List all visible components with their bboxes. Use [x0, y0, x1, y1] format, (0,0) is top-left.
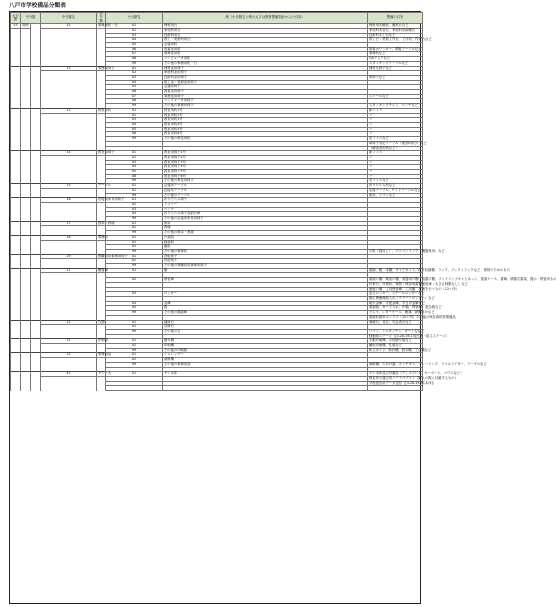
mid-name-cell: 事務用品 — [98, 352, 112, 357]
sub-name-cell: 会議用椅子 — [163, 85, 368, 90]
sub-code-cell: 08 — [106, 57, 163, 62]
example-cell: 〃 — [368, 170, 423, 175]
sub-code-cell: 03 — [106, 245, 163, 250]
example-cell: ワゴン、ミニキッチン、カート台など — [369, 328, 425, 333]
table-body — [11, 23, 556, 391]
sub-code-cell: 02 — [106, 188, 163, 193]
sub-name-cell: 教室用机6号 — [163, 132, 368, 137]
sub-code-cell: 03 — [106, 160, 163, 165]
sub-code-cell: 02 — [106, 344, 163, 349]
example-cell: 〃 — [368, 118, 423, 123]
sub-name-cell: 図書室用椅子 — [163, 90, 368, 95]
sub-name-cell: 技術科室用椅子 — [163, 75, 368, 80]
mid-code-cell: 32 — [41, 353, 97, 358]
sub-code-cell: 02 — [106, 259, 163, 264]
sub-code-cell: 01 — [106, 108, 163, 113]
sub-name-cell: その他の棚書庫 — [163, 311, 368, 316]
sub-code-cell: 03 — [106, 207, 163, 212]
example-cell: OAデスクなど — [368, 57, 423, 62]
example-cell: 裁断機、穴あけ器、ホッチキス、ナンバリング、ラベルライター、ワープロなど — [369, 361, 487, 366]
mid-name-cell: 教卓・教壇 — [98, 220, 115, 225]
example-cell: 新ＪＩＳ — [368, 151, 423, 156]
example-cell: 技術科木工台など — [368, 33, 423, 38]
example-cell: 図書カウンター、閲覧テーブルなど — [369, 46, 422, 51]
example-cell: 図工台・美術工作台、工作机、作業台など — [369, 37, 432, 42]
sub-code-cell: 01 — [106, 151, 163, 156]
mid-code-cell: 11 — [41, 24, 97, 29]
example-cell: 旧ＪＩＳなど — [368, 179, 423, 184]
example-cell: 作業台、作業机、保管・保存用書類保管庫（大きさ制限なし）など — [369, 281, 468, 286]
sub-name-cell: コンピュータ用机 — [163, 57, 368, 62]
mid-code-cell: 14 — [41, 151, 97, 156]
example-cell: 〃 — [368, 174, 423, 179]
sub-name-cell: 家庭科室用椅子 — [163, 71, 368, 76]
sub-name-cell: 理科用台 — [163, 24, 368, 29]
example-cell: 書類収納用ボックス（12ヶ所）その他の保存資料管理備品 — [369, 314, 456, 319]
sub-code-cell: 99 — [106, 264, 163, 269]
example-cell: 応接テーブル、サイドテーブルなど — [369, 187, 421, 192]
example-cell: 家庭科実習台、家庭科用調理台 — [368, 28, 423, 33]
spacer-cell — [31, 386, 41, 391]
example-cell: 新ＪＩＳ — [368, 108, 423, 113]
example-cell — [368, 386, 423, 391]
sub-code-cell: 03 — [106, 118, 163, 123]
sub-name-cell — [163, 386, 368, 391]
example-cell: 事務机など — [368, 52, 423, 57]
sub-code-cell: 02 — [106, 325, 163, 330]
sub-name-cell: 折りたたみ椅子 — [163, 198, 368, 203]
sub-name-cell: 脇机 — [163, 245, 368, 250]
sub-name-cell: その他の事務用机・台 — [163, 61, 368, 66]
sub-code-cell: 01 — [106, 268, 163, 273]
mid-name-cell: テーブル — [98, 183, 111, 188]
mid-code-cell: 15 — [41, 184, 97, 189]
major-code-cell — [11, 386, 21, 391]
example-cell: 〃 — [368, 113, 423, 118]
sub-name-cell: その他の応接用家具用椅子 — [163, 217, 368, 222]
sub-code-cell: 02 — [106, 358, 163, 363]
sub-code-cell: 99 — [106, 249, 163, 254]
mid-code-cell — [41, 386, 97, 391]
sub-name-cell: 事務室用椅子 — [163, 94, 368, 99]
sub-name-cell: 教室用椅子2号 — [163, 155, 368, 160]
example-cell: 〃 — [368, 155, 423, 160]
sub-name-cell: 家庭科用台 — [163, 28, 368, 33]
sub-name-cell: 教室用椅子6号 — [163, 174, 368, 179]
mid-code-cell: 21 — [41, 268, 97, 273]
sub-code-cell: 01 — [106, 66, 163, 71]
example-cell: 折りたたみ机など — [368, 184, 423, 189]
sub-name-cell: 会議用テーブル — [163, 184, 368, 189]
sub-code-cell: 06 — [106, 47, 163, 52]
mid-code-cell: 41 — [41, 372, 97, 377]
table-header-row — [11, 13, 423, 24]
sub-code-cell: 99 — [106, 362, 163, 367]
sub-code-cell: 99 — [106, 104, 163, 109]
sub-name-cell: 教卓 — [163, 221, 368, 226]
sub-code-cell: 07 — [106, 94, 163, 99]
mid-name-cell: 印刷類 — [98, 338, 108, 343]
sub-name-cell: 事務室用机 — [163, 52, 368, 57]
example-cell: 旧ＪＩＳなど — [368, 137, 423, 142]
sub-code-cell: 01 — [106, 353, 163, 358]
sub-code-cell: 02 — [106, 71, 163, 76]
sub-name-cell: 会議用机 — [163, 43, 368, 48]
header-target: 整備の目安 — [368, 13, 423, 24]
sub-name-cell: 箱 — [163, 306, 368, 311]
header-examples: 例（小分類名と例の太字は教材整備指針からの引用） — [163, 13, 368, 24]
sub-name-cell: 片袖机 — [163, 235, 368, 240]
sub-name-cell: 印刷機 — [163, 344, 368, 349]
sub-code-cell: 02 — [106, 28, 163, 33]
sub-name-cell: 教室用机3号 — [163, 118, 368, 123]
sub-code-cell: 99 — [106, 217, 163, 222]
sub-code-cell: 05 — [106, 127, 163, 132]
mid-code-cell: 19 — [41, 254, 97, 259]
sub-name-cell: その他の事務机 — [163, 249, 368, 254]
example-cell: 手動印刷機、学校謄写版など — [368, 339, 423, 344]
mid-code-cell: 17 — [41, 221, 97, 226]
example-cell: 〃 — [368, 160, 423, 165]
mid-name-cell: ＰＣ一式 — [98, 371, 112, 376]
mid-code-cell: 18 — [41, 235, 97, 240]
example-cell: たんす、レターケース、帳簿、新聞掛けなど — [369, 310, 435, 315]
example-cell: 演壇台、花台、司会者台など — [368, 320, 423, 325]
sub-code-cell: 01 — [106, 339, 163, 344]
sub-name-cell: ソファー — [163, 202, 368, 207]
sub-code-cell: 04 — [106, 301, 163, 306]
sub-code-cell: 99 — [106, 348, 163, 353]
sub-name-cell: 裁断機 — [163, 358, 368, 363]
sub-code-cell: 04 — [106, 80, 163, 85]
example-cell: （障害者用机など） — [368, 146, 423, 151]
sub-code-cell: 02 — [106, 240, 163, 245]
header-sub-code: 小分類 — [97, 13, 106, 24]
sub-name-cell: その他の教室用机 — [163, 137, 368, 142]
sub-name-cell: その他の教卓・教壇 — [163, 231, 368, 236]
sub-code-cell: 05 — [106, 306, 163, 311]
sub-name-cell: その他のテーブル — [163, 193, 368, 198]
mid-name-cell: 教職員用事務用椅子 — [98, 253, 128, 258]
mid-code-cell: 31 — [41, 339, 97, 344]
sub-name-cell: 理科室用椅子 — [163, 66, 368, 71]
sub-name-cell: その他の印刷類 — [163, 348, 368, 353]
sub-code-cell: 05 — [106, 85, 163, 90]
sub-name-cell: 図書室用机 — [163, 47, 368, 52]
sub-code-cell: 06 — [106, 174, 163, 179]
major-code-cell: 53 — [11, 24, 21, 29]
sub-code-cell: 04 — [106, 165, 163, 170]
sub-code-cell: 99 — [106, 311, 163, 316]
mid-code-cell: 22 — [41, 320, 97, 325]
document-title: 八戸市学校備品分類表 — [9, 3, 66, 9]
sub-code-cell: 08 — [106, 99, 163, 104]
sub-code-cell: 04 — [106, 38, 163, 43]
example-cell: 学校提出用データ送信（[3-20-19-PC本体]） — [369, 380, 437, 385]
sub-code-cell: 02 — [106, 278, 163, 283]
sub-name-cell: 両袖机 — [163, 240, 368, 245]
example-cell: 〃 — [368, 132, 423, 137]
sub-name-cell: その他の教室用椅子 — [163, 179, 368, 184]
example-cell: ＰＣ本体及び付属品（ディスプレイ、キーボード、マウスなど） — [369, 371, 464, 376]
sub-code-cell: 99 — [106, 231, 163, 236]
example-cell: スツールなど — [368, 94, 423, 99]
sub-code-cell: 03 — [106, 33, 163, 38]
sub-code-cell: 01 — [106, 235, 163, 240]
sub-name-cell: 教室用椅子4号 — [163, 165, 368, 170]
sub-code-cell: 99 — [106, 329, 163, 334]
sub-name-cell: 教室用机2号 — [163, 113, 368, 118]
major-name-cell: 管理 — [22, 23, 29, 28]
example-cell: 〃 — [368, 165, 423, 170]
header-mid-code: 中分類 — [21, 13, 41, 24]
sub-name-cell: ＰＣ本体 — [163, 372, 368, 377]
sub-name-cell: その他の教職員用事務用椅子 — [163, 264, 368, 269]
classification-table-frame — [9, 11, 556, 604]
sub-name-cell: 折りたたみ椅子収納台車 — [163, 212, 368, 217]
classification-table — [10, 12, 556, 391]
sub-name-cell: ロッカー — [163, 292, 368, 297]
mid-name-cell: 事務用椅子 — [98, 65, 115, 70]
sub-name-cell: 金庫 — [163, 301, 368, 306]
example-cell: 座卓、ワゴンなど — [368, 193, 423, 198]
mid-code-cell: 12 — [41, 66, 97, 71]
sub-code-cell: 01 — [106, 254, 163, 259]
example-cell: 輪転印刷機、孔版など — [368, 344, 423, 349]
sub-name-cell: 保管庫 — [163, 278, 368, 283]
example-cell: 更衣ロッカー、スチールロッカーなど — [369, 291, 425, 296]
sub-code-cell: 01 — [106, 320, 163, 325]
sub-code-cell: 99 — [106, 61, 163, 66]
sub-code-cell: 01 — [106, 372, 163, 377]
sub-name-cell: 図工・美術科用台 — [163, 38, 368, 43]
sub-code-cell — [106, 386, 163, 391]
example-cell: 衛生関係備品入れ（クリーンロッカー）など — [369, 295, 435, 300]
sub-name-cell: 教室用机5号 — [163, 127, 368, 132]
sub-name-cell: その他の事務用椅子 — [163, 104, 368, 109]
sub-code-cell: 05 — [106, 43, 163, 48]
example-cell: 移動組ステージ（[3-20-19-15]台類・組立ステージ） — [369, 333, 449, 338]
example-cell: 書類戸棚、薬品戸棚、楽器用戸棚、食器戸棚、ファイリングキャビネット、図面ケース、書庫、移動式書架、掲示・保管用もの — [369, 277, 556, 282]
example-cell: 和文タイプ、紙折機、製本機、丁合機など — [369, 347, 432, 352]
sub-name-cell: 教室用椅子3号 — [163, 160, 368, 165]
sub-code-cell: 99 — [106, 137, 163, 142]
sub-name-cell: シュレッダー — [163, 353, 368, 358]
example-cell: 薬液戸棚、工具保管庫、工具棚 管理を行うもの（12ヶ所） — [369, 286, 459, 291]
sub-code-cell: 03 — [106, 292, 163, 297]
sub-code-cell: 02 — [106, 202, 163, 207]
sub-name-cell: 教室用机4号 — [163, 122, 368, 127]
mid-name-cell: 事務用机・台 — [98, 23, 118, 28]
example-cell: 書類箱、カード入れ、印箱、保管庫、救急箱など — [369, 305, 442, 310]
sub-name-cell: 棚 — [163, 268, 368, 273]
example-cell: 車椅子対応テーブル（施設K部分）など — [369, 140, 427, 145]
sub-code-cell: 01 — [106, 184, 163, 189]
mid-code-cell: 13 — [41, 108, 97, 113]
sub-name-cell: 肘掛椅子 — [163, 259, 368, 264]
sub-code-cell: 07 — [106, 52, 163, 57]
sub-code-cell: 03 — [106, 75, 163, 80]
example-cell: 角椅子など — [368, 75, 423, 80]
example-cell: 理科用実験机、観察台など — [368, 24, 423, 29]
sub-code-cell: 02 — [106, 226, 163, 231]
sub-name-cell: コンピュータ用椅子 — [163, 99, 368, 104]
sub-code-cell: 06 — [106, 132, 163, 137]
example-cell: 教室持ち運び用ノートパソコン（購入の際に付属するもの） — [369, 375, 458, 380]
mid-name-cell — [97, 386, 106, 391]
example-cell: 〃 — [368, 127, 423, 132]
sub-code-cell: 02 — [106, 155, 163, 160]
sub-code-cell: 04 — [106, 122, 163, 127]
sub-name-cell: 技術科用台 — [163, 33, 368, 38]
mid-name-cell: 事務机 — [98, 234, 108, 239]
mid-name-cell: 応接用家具用椅子 — [98, 197, 125, 202]
sub-code-cell: 01 — [106, 198, 163, 203]
mid-name-cell: 教室用机 — [98, 107, 112, 112]
sub-name-cell: 昇降台 — [163, 325, 368, 330]
sub-code-cell: 05 — [106, 170, 163, 175]
sub-name-cell: その他の事務用品 — [163, 362, 368, 367]
sub-name-cell: 教室用机1号 — [163, 108, 368, 113]
mid-code-cell: 16 — [41, 198, 97, 203]
major-name-cell — [21, 386, 31, 391]
sub-name-cell: 教室用椅子5号 — [163, 170, 368, 175]
example-cell: スタッキングテーブルなど — [368, 61, 423, 66]
header-mid-name: 中分類名 — [41, 13, 97, 24]
sub-name-cell: 回転椅子 — [163, 254, 368, 259]
mid-name-cell: 棚書庫 — [98, 267, 108, 272]
sub-name-cell: 応接用テーブル — [163, 188, 368, 193]
example-cell: 〃 — [368, 122, 423, 127]
mid-name-cell: 教室用椅子 — [98, 150, 115, 155]
sub-name-cell: その他の台 — [163, 329, 368, 334]
header-sub-name: 小分類名 — [106, 13, 163, 24]
example-cell: 書類、靴、本棚、キャビネット、机下収納棚、ラック、ブックトラックなど 保管のためのもの — [369, 267, 510, 272]
sub-code-cell: 06 — [106, 90, 163, 95]
sub-code-cell: 02 — [106, 113, 163, 118]
mid-name-cell: 台類 — [98, 319, 105, 324]
example-cell: 理科丸椅子など — [368, 66, 423, 71]
sub-code-cell: 01 — [106, 24, 163, 29]
example-cell: 平机（袖なし）、パソコンラック（機器専用）など — [369, 248, 445, 253]
sub-name-cell: 講演台 — [163, 320, 368, 325]
sub-name-cell: 教壇 — [163, 226, 368, 231]
sub-code-cell: 99 — [106, 193, 163, 198]
header-major-code: 大分類 — [11, 13, 21, 24]
sub-code-cell: 99 — [106, 179, 163, 184]
sub-name-cell: 教室用椅子1号 — [163, 151, 368, 156]
example-cell: 耐火金庫、手提金庫、手さげ金庫など — [369, 300, 426, 305]
example-cell: スタッキングチェア、ベンチなど — [368, 104, 423, 109]
sub-name-cell: 謄写機 — [163, 339, 368, 344]
sub-name-cell: ベンチ — [163, 207, 368, 212]
sub-code-cell: 01 — [106, 221, 163, 226]
sub-code-cell: 04 — [106, 212, 163, 217]
table-row — [11, 386, 423, 391]
sub-name-cell: 図工室・美術室用椅子 — [163, 80, 368, 85]
